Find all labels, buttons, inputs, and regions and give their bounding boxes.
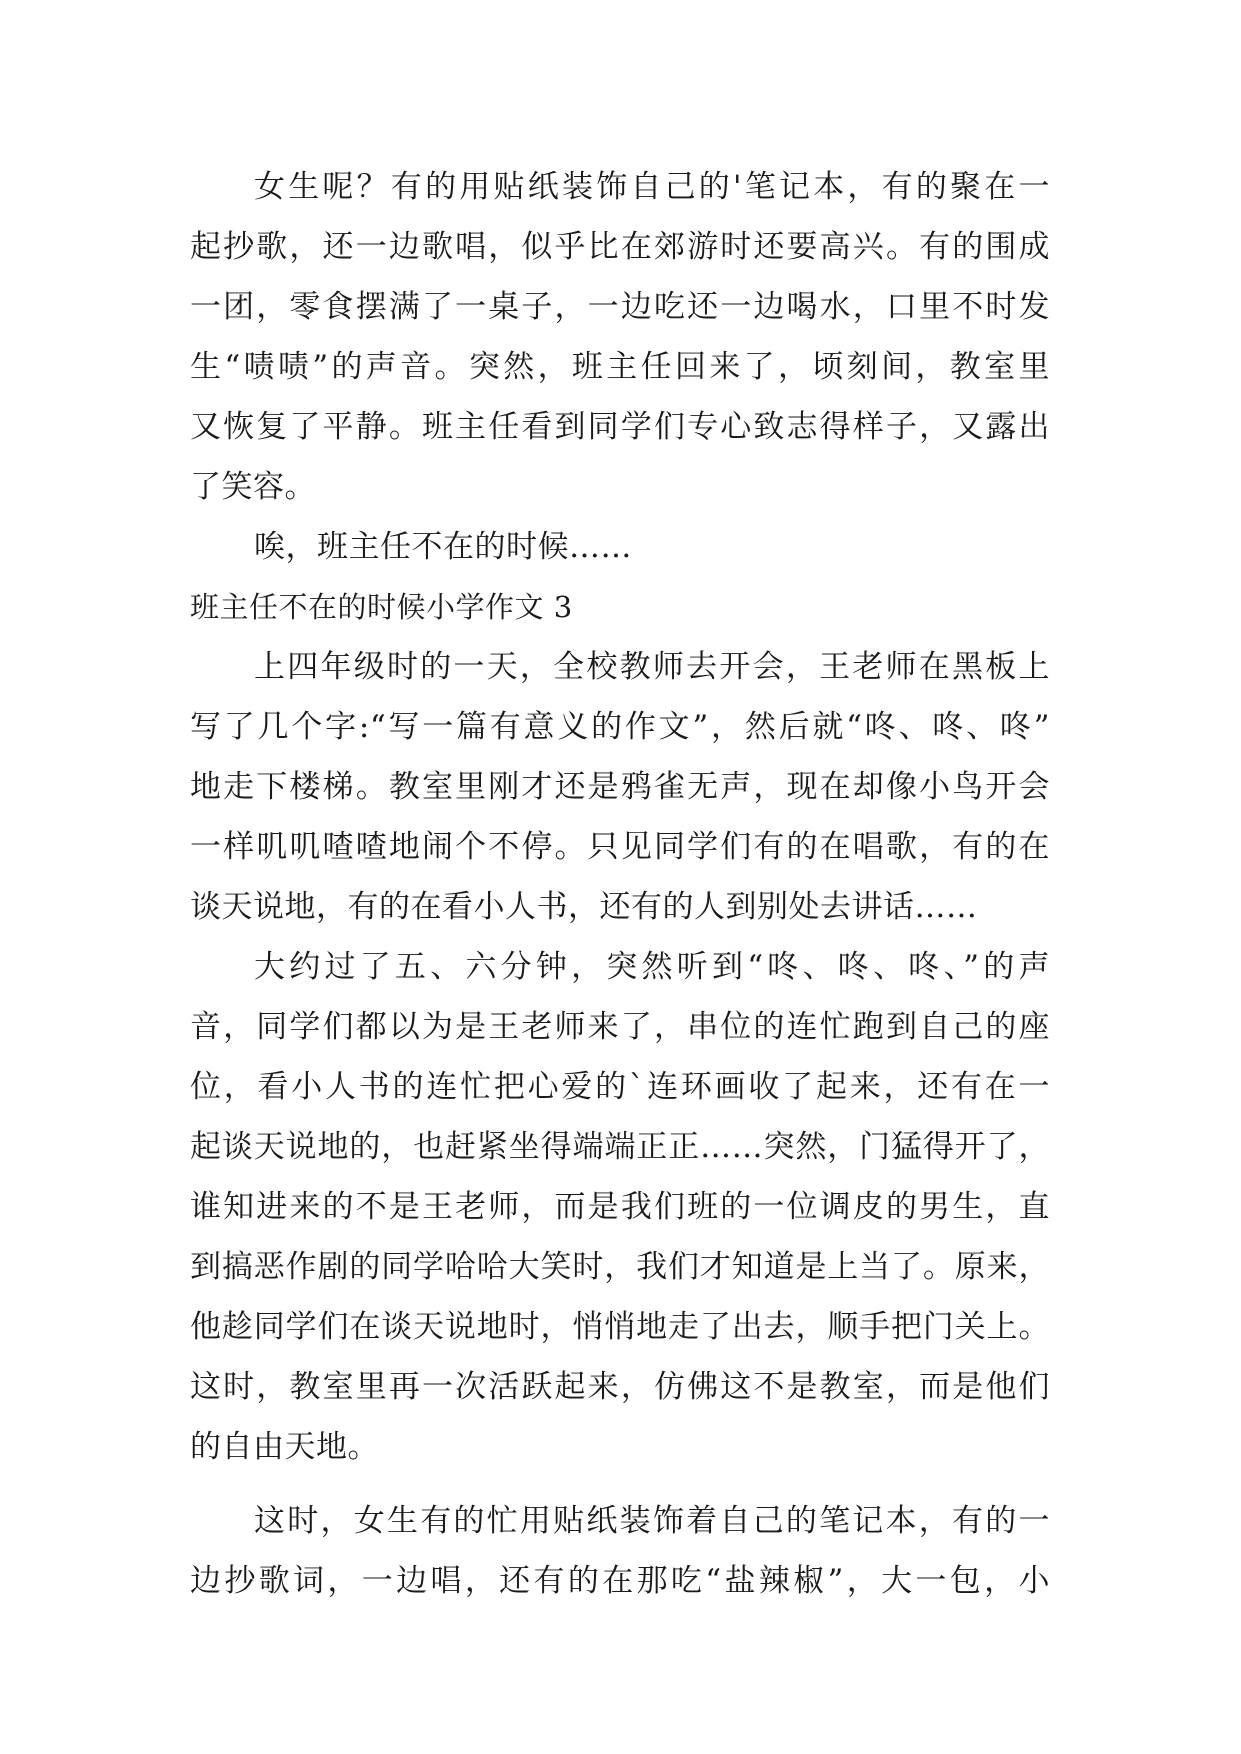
text-line: 音，同学们都以为是王老师来了，串位的连忙跑到自己的座 xyxy=(190,1009,1050,1045)
text-line: 唉，班主任不在的时候…… xyxy=(254,529,632,565)
text-line: 上四年级时的一天，全校教师去开会，王老师在黑板上 xyxy=(254,649,1050,685)
text-line: 位，看小人书的连忙把心爱的`连环画收了起来，还有在一 xyxy=(190,1069,1050,1105)
text-line: 了笑容。 xyxy=(190,469,316,505)
article-body xyxy=(190,157,1050,1611)
paragraph xyxy=(190,637,1050,937)
text-line: 到搞恶作剧的同学哈哈大笑时，我们才知道是上当了。原来， xyxy=(190,1249,1050,1285)
text-line: 的自由天地。 xyxy=(190,1429,379,1465)
text-line: 这时，女生有的忙用贴纸装饰着自己的笔记本，有的一 xyxy=(254,1503,1050,1539)
text-line: 起抄歌，还一边歌唱，似乎比在郊游时还要高兴。有的围成 xyxy=(190,229,1050,265)
text-line: 起谈天说地的，也赶紧坐得端端正正……突然，门猛得开了， xyxy=(190,1129,1050,1165)
paragraph xyxy=(190,937,1050,1477)
text-line: 大约过了五、六分钟，突然听到“咚、咚、咚、”的声 xyxy=(254,949,1050,985)
text-line: 一样叽叽喳喳地闹个不停。只见同学们有的在唱歌，有的在 xyxy=(190,829,1050,865)
paragraph xyxy=(190,1491,1050,1611)
paragraph-spacer xyxy=(190,1477,1050,1491)
text-line: 谈天说地，有的在看小人书，还有的人到别处去讲话…… xyxy=(190,889,978,925)
text-line: 他趁同学们在谈天说地时，悄悄地走了出去，顺手把门关上。 xyxy=(190,1309,1050,1345)
text-line: 又恢复了平静。班主任看到同学们专心致志得样子，又露出 xyxy=(190,409,1050,445)
text-line: 女生呢？有的用贴纸装饰自己的'笔记本，有的聚在一 xyxy=(254,169,1050,205)
text-line: 边抄歌词，一边唱，还有的在那吃“盐辣椒”，大一包，小 xyxy=(190,1563,1050,1599)
text-line: 谁知进来的不是王老师，而是我们班的一位调皮的男生，直 xyxy=(190,1189,1050,1225)
text-line: 写了几个字:“写一篇有意义的作文”，然后就“咚、咚、咚” xyxy=(190,709,1050,745)
text-line: 地走下楼梯。教室里刚才还是鸦雀无声，现在却像小鸟开会 xyxy=(190,769,1050,805)
paragraph xyxy=(190,157,1050,517)
paragraph xyxy=(190,517,1050,577)
text-line: 一团，零食摆满了一桌子，一边吃还一边喝水，口里不时发 xyxy=(190,289,1050,325)
text-line: 这时，教室里再一次活跃起来，仿佛这不是教室，而是他们 xyxy=(190,1369,1050,1405)
section-heading: 班主任不在的时候小学作文 3 xyxy=(190,590,573,624)
text-line: 生“啧啧”的声音。突然，班主任回来了，顷刻间，教室里 xyxy=(190,349,1050,385)
